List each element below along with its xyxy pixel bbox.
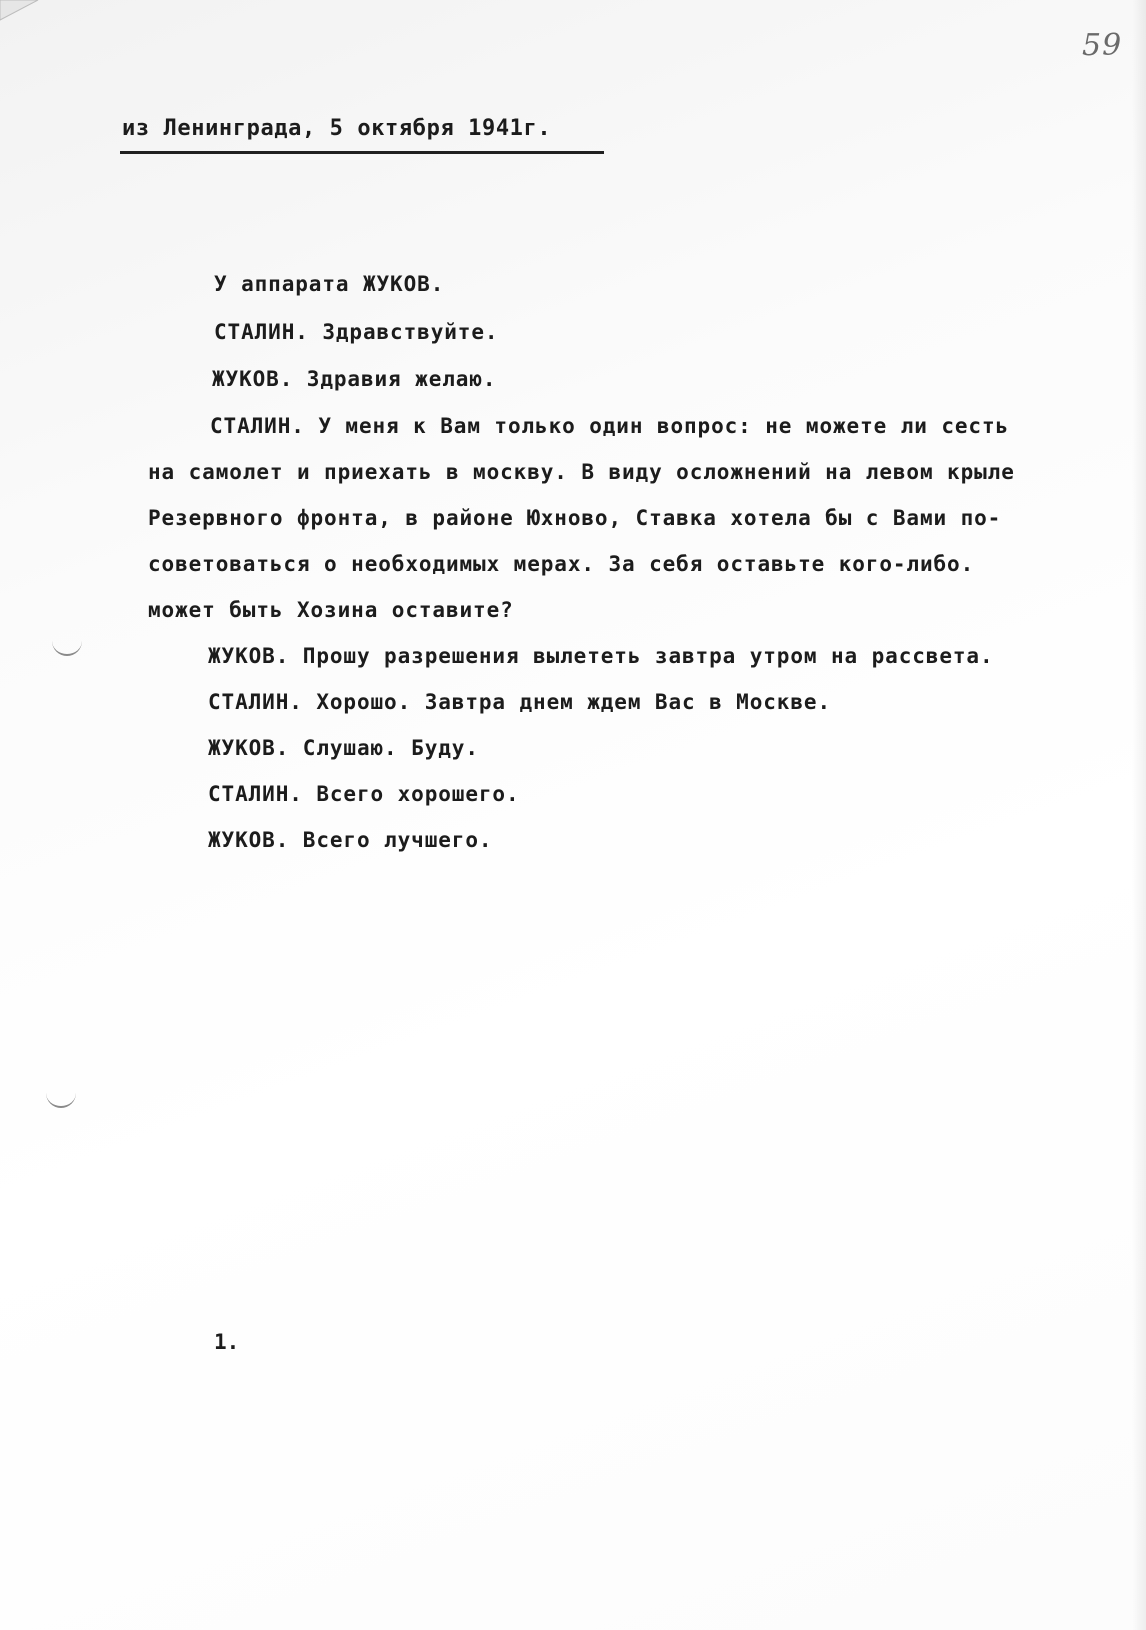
- line-13: ЖУКОВ. Всего лучшего.: [208, 828, 493, 852]
- line-2: СТАЛИН. Здравствуйте.: [214, 320, 499, 344]
- page-number: 1.: [214, 1330, 240, 1354]
- line-11: ЖУКОВ. Слушаю. Буду.: [208, 736, 479, 760]
- folio-number: 59: [1082, 28, 1123, 63]
- line-3: ЖУКОВ. Здравия желаю.: [212, 367, 497, 391]
- line-9: ЖУКОВ. Прошу разрешения вылететь завтра утром на рассвета.: [208, 644, 994, 668]
- page-edge-shadow: [1132, 0, 1146, 1630]
- corner-fold-mark: [0, 0, 40, 22]
- line-5: на самолет и приехать в москву. В виду осложнений на левом крыле: [148, 460, 1015, 484]
- line-7: советоваться о необходимых мерах. За себя оставьте кого-либо.: [148, 552, 975, 576]
- line-8: может быть Хозина оставите?: [148, 598, 514, 622]
- heading-underline: [120, 151, 604, 154]
- line-12: СТАЛИН. Всего хорошего.: [208, 782, 520, 806]
- binder-hole-mark-lower: [46, 1092, 76, 1108]
- line-4: СТАЛИН. У меня к Вам только один вопрос: не можете ли сесть: [210, 414, 1010, 438]
- document-heading: из Ленинграда, 5 октября 1941г.: [122, 116, 552, 141]
- binder-hole-mark-upper: [52, 640, 82, 656]
- line-10: СТАЛИН. Хорошо. Завтра днем ждем Вас в Москве.: [208, 690, 831, 714]
- line-1: У аппарата ЖУКОВ.: [214, 272, 445, 296]
- line-6: Резервного фронта, в районе Юхново, Ставка хотела бы с Вами по-: [148, 506, 1002, 530]
